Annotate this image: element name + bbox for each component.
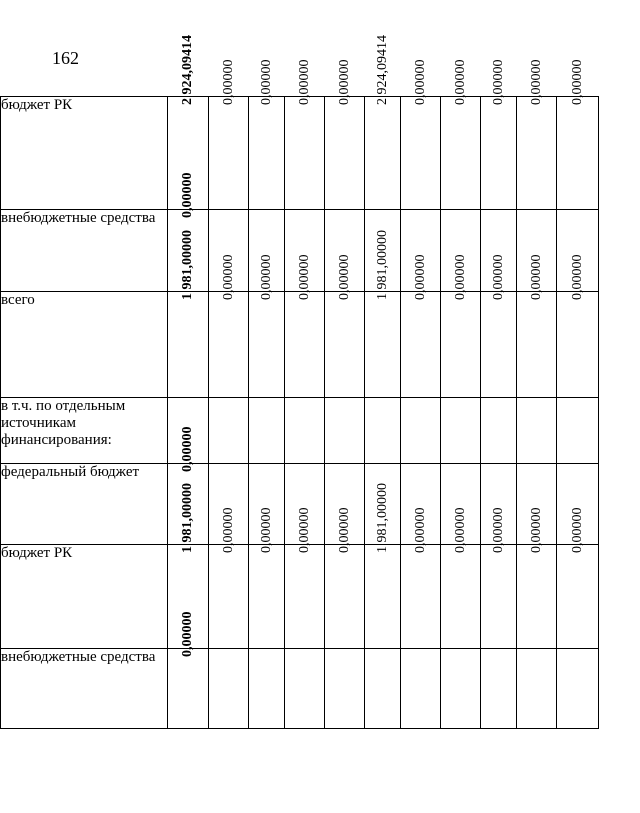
- row-label: в т.ч. по отдельным источникам финансирования:: [1, 398, 168, 464]
- value-cell: [517, 398, 557, 464]
- value-cell: [285, 59, 325, 210]
- cell-value: 0,00000: [180, 426, 195, 472]
- value-cell: [325, 649, 365, 729]
- value-cell: [249, 649, 285, 729]
- cell-value: 0,00000: [490, 254, 506, 300]
- value-cell: [517, 507, 557, 649]
- cell-value: 0,00000: [336, 59, 352, 105]
- cell-value: 0,00000: [412, 507, 428, 553]
- value-cell: [249, 59, 285, 210]
- value-cell: [481, 507, 517, 649]
- cell-value: 0,00000: [569, 254, 585, 300]
- value-cell: [441, 59, 481, 210]
- cell-value: 0,00000: [452, 59, 468, 105]
- value-cell: [557, 59, 599, 210]
- cell-value: 1 981,00000: [374, 230, 390, 300]
- value-cell: [517, 254, 557, 398]
- value-cell: [401, 59, 441, 210]
- cell-value: 0,00000: [412, 254, 428, 300]
- cell-value: 0,00000: [412, 59, 428, 105]
- cell-value: 0,00000: [296, 59, 312, 105]
- cell-value: 0,00000: [220, 254, 236, 300]
- value-cell: [209, 398, 249, 464]
- table-row: [1, 398, 599, 464]
- cell-value: 0,00000: [180, 172, 195, 218]
- cell-value: 0,00000: [220, 507, 236, 553]
- value-cell: [168, 230, 209, 398]
- table-row: [1, 292, 599, 398]
- row-label: внебюджетные средства: [1, 649, 168, 729]
- value-cell: [557, 398, 599, 464]
- value-cell: [517, 649, 557, 729]
- value-cell: [401, 649, 441, 729]
- table-row: [1, 545, 599, 649]
- value-cell: [401, 398, 441, 464]
- value-cell: [481, 649, 517, 729]
- cell-value: 0,00000: [258, 59, 274, 105]
- table-row: [1, 97, 599, 210]
- value-cell: [325, 507, 365, 649]
- value-cell: [441, 649, 481, 729]
- cell-value: 0,00000: [258, 254, 274, 300]
- cell-value: 2 924,09414: [374, 35, 390, 105]
- cell-value: 1 981,00000: [374, 483, 390, 553]
- cell-value: 0,00000: [528, 507, 544, 553]
- cell-value: 0,00000: [452, 507, 468, 553]
- cell-value: 0,00000: [296, 254, 312, 300]
- row-label: всего: [1, 292, 168, 398]
- cell-value: 0,00000: [336, 507, 352, 553]
- cell-value: 0,00000: [220, 59, 236, 105]
- value-cell: [441, 398, 481, 464]
- value-cell: [325, 254, 365, 398]
- cell-value: 2 924,09414: [180, 35, 195, 105]
- value-cell: [285, 507, 325, 649]
- value-cell: [557, 649, 599, 729]
- row-label: внебюджетные средства: [1, 210, 168, 292]
- value-cell: [557, 254, 599, 398]
- value-cell: [365, 230, 401, 398]
- value-cell: [209, 507, 249, 649]
- value-cell: [325, 59, 365, 210]
- cell-value: 0,00000: [336, 254, 352, 300]
- value-cell: [481, 254, 517, 398]
- value-cell: [168, 611, 209, 729]
- row-label: бюджет РК: [1, 545, 168, 649]
- cell-value: 0,00000: [258, 507, 274, 553]
- value-cell: [249, 507, 285, 649]
- value-cell: [557, 507, 599, 649]
- value-cell: [441, 507, 481, 649]
- cell-value: 0,00000: [569, 59, 585, 105]
- value-cell: [209, 59, 249, 210]
- value-cell: [325, 398, 365, 464]
- cell-value: 0,00000: [452, 254, 468, 300]
- row-label: бюджет РК: [1, 97, 168, 210]
- cell-value: 0,00000: [528, 254, 544, 300]
- value-cell: [285, 649, 325, 729]
- value-cell: [365, 483, 401, 649]
- value-cell: [285, 254, 325, 398]
- value-cell: [481, 398, 517, 464]
- row-label: федеральный бюджет: [1, 464, 168, 545]
- cell-value: 1 981,00000: [180, 483, 195, 553]
- cell-value: 0,00000: [528, 59, 544, 105]
- value-cell: [249, 254, 285, 398]
- value-cell: [401, 507, 441, 649]
- cell-value: 1 981,00000: [180, 230, 195, 300]
- value-cell: [365, 398, 401, 464]
- value-cell: [481, 59, 517, 210]
- value-cell: [401, 254, 441, 398]
- value-cell: [365, 35, 401, 210]
- cell-value: 0,00000: [180, 611, 195, 657]
- cell-value: 0,00000: [569, 507, 585, 553]
- page-number: 162: [52, 48, 79, 68]
- value-cell: [365, 649, 401, 729]
- table-row: [1, 649, 599, 729]
- value-cell: [517, 59, 557, 210]
- cell-value: 0,00000: [490, 59, 506, 105]
- value-cell: [441, 254, 481, 398]
- value-cell: [249, 398, 285, 464]
- cell-value: 0,00000: [490, 507, 506, 553]
- value-cell: [285, 398, 325, 464]
- value-cell: [209, 649, 249, 729]
- cell-value: 0,00000: [296, 507, 312, 553]
- value-cell: [209, 254, 249, 398]
